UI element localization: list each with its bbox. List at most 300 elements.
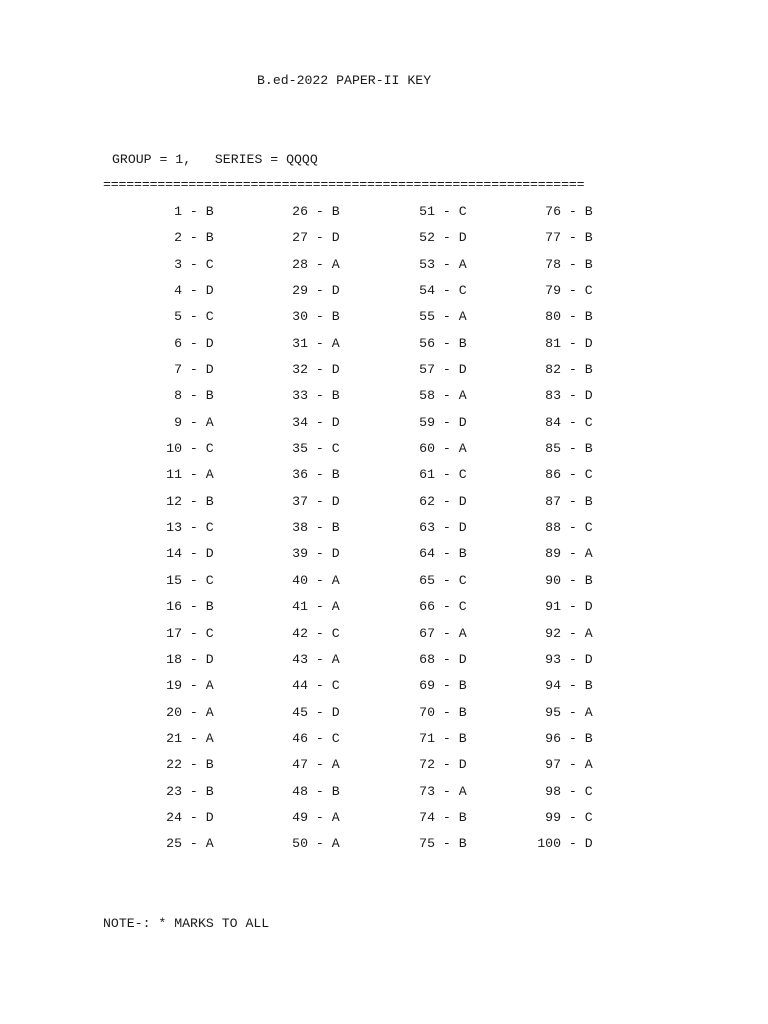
answer-entry	[403, 810, 467, 825]
question-number: 46	[292, 730, 308, 746]
answer-letter: - B	[561, 730, 593, 746]
answer-letter: - B	[561, 256, 593, 272]
answer-letter: - D	[308, 704, 340, 720]
question-number: 94	[545, 678, 561, 694]
question-number: 32	[292, 362, 308, 378]
answer-entry	[529, 362, 593, 377]
answer-entry	[150, 309, 214, 324]
answer-entry	[529, 573, 593, 588]
answer-entry	[276, 573, 340, 588]
answer-letter: - A	[182, 467, 214, 483]
answer-letter: - C	[561, 283, 593, 299]
answer-entry	[276, 705, 340, 720]
answer-letter: - A	[435, 256, 467, 272]
answer-entry	[403, 546, 467, 561]
question-number: 7	[174, 362, 182, 378]
question-number: 56	[419, 335, 435, 351]
answer-letter: - D	[435, 414, 467, 430]
answer-letter: - D	[182, 362, 214, 378]
answer-letter: - A	[308, 256, 340, 272]
answer-entry	[403, 836, 467, 851]
question-number: 29	[292, 283, 308, 299]
answer-entry	[403, 441, 467, 456]
answer-letter: - B	[182, 204, 214, 219]
answer-entry	[150, 810, 214, 825]
answer-letter: - B	[435, 678, 467, 694]
question-number: 75	[419, 836, 435, 852]
question-number: 83	[545, 388, 561, 404]
question-number: 98	[545, 783, 561, 799]
answer-entry	[403, 467, 467, 482]
answer-entry	[276, 441, 340, 456]
answer-letter: - C	[435, 599, 467, 615]
question-number: 76	[545, 204, 561, 219]
answer-letter: - B	[561, 441, 593, 457]
answer-entry	[150, 388, 214, 403]
question-number: 71	[419, 730, 435, 746]
question-number: 50	[292, 836, 308, 852]
question-number: 27	[292, 230, 308, 246]
answer-letter: - A	[182, 704, 214, 720]
answer-letter: - A	[561, 625, 593, 641]
answer-letter: - C	[308, 441, 340, 457]
question-number: 82	[545, 362, 561, 378]
answer-letter: - C	[308, 678, 340, 694]
answer-letter: - C	[561, 809, 593, 825]
answer-letter: - A	[308, 809, 340, 825]
answer-entry	[403, 204, 467, 219]
answer-entry	[150, 757, 214, 772]
answer-letter: - A	[182, 414, 214, 430]
answer-entry	[150, 599, 214, 614]
answer-letter: - D	[182, 335, 214, 351]
answer-letter: - D	[308, 546, 340, 562]
question-number: 60	[419, 441, 435, 457]
question-number: 39	[292, 546, 308, 562]
answer-letter: - D	[308, 414, 340, 430]
answer-letter: - A	[182, 678, 214, 694]
answer-entry	[150, 573, 214, 588]
answer-entry	[150, 204, 214, 219]
answer-letter: - C	[308, 730, 340, 746]
answer-letter: - C	[182, 309, 214, 325]
answer-entry	[529, 520, 593, 535]
answer-entry	[276, 309, 340, 324]
answer-letter: - A	[435, 625, 467, 641]
question-number: 44	[292, 678, 308, 694]
answer-letter: - B	[561, 204, 593, 219]
answer-letter: - A	[308, 599, 340, 615]
question-number: 21	[166, 730, 182, 746]
answer-entry	[403, 678, 467, 693]
answer-letter: - C	[435, 572, 467, 588]
answer-entry	[276, 230, 340, 245]
answer-letter: - C	[182, 256, 214, 272]
answer-letter: - C	[182, 441, 214, 457]
answer-letter: - C	[435, 283, 467, 299]
answer-letter: - B	[182, 783, 214, 799]
answer-letter: - B	[435, 730, 467, 746]
question-number: 31	[292, 335, 308, 351]
question-number: 99	[545, 809, 561, 825]
answer-letter: - C	[561, 783, 593, 799]
answer-letter: - D	[182, 546, 214, 562]
question-number: 34	[292, 414, 308, 430]
question-number: 3	[174, 256, 182, 272]
question-number: 41	[292, 599, 308, 615]
question-number: 28	[292, 256, 308, 272]
question-number: 90	[545, 572, 561, 588]
question-number: 42	[292, 625, 308, 641]
question-number: 100	[537, 836, 561, 852]
question-number: 35	[292, 441, 308, 457]
question-number: 22	[166, 757, 182, 773]
answer-letter: - A	[561, 757, 593, 773]
answer-letter: - A	[308, 651, 340, 667]
question-number: 65	[419, 572, 435, 588]
answer-entry	[276, 415, 340, 430]
answer-letter: - A	[561, 704, 593, 720]
question-number: 47	[292, 757, 308, 773]
answer-entry	[150, 784, 214, 799]
answer-letter: - A	[435, 309, 467, 325]
answer-entry	[529, 626, 593, 641]
question-number: 91	[545, 599, 561, 615]
question-number: 78	[545, 256, 561, 272]
question-number: 92	[545, 625, 561, 641]
answer-entry	[529, 678, 593, 693]
question-number: 12	[166, 493, 182, 509]
answer-letter: - D	[308, 493, 340, 509]
answer-letter: - B	[182, 599, 214, 615]
answer-letter: - D	[435, 230, 467, 246]
question-number: 86	[545, 467, 561, 483]
question-number: 26	[292, 204, 308, 219]
question-number: 16	[166, 599, 182, 615]
answer-letter: - B	[308, 204, 340, 219]
question-number: 24	[166, 809, 182, 825]
answer-entry	[403, 757, 467, 772]
answer-letter: - D	[435, 493, 467, 509]
answer-letter: - A	[561, 546, 593, 562]
answer-entry	[529, 441, 593, 456]
question-number: 67	[419, 625, 435, 641]
question-number: 59	[419, 414, 435, 430]
answer-letter: - A	[308, 757, 340, 773]
answer-entry	[276, 257, 340, 272]
question-number: 37	[292, 493, 308, 509]
question-number: 15	[166, 572, 182, 588]
question-number: 89	[545, 546, 561, 562]
answer-letter: - D	[561, 388, 593, 404]
answer-entry	[529, 257, 593, 272]
answer-entry	[276, 810, 340, 825]
answer-entry	[150, 731, 214, 746]
answer-letter: - D	[435, 651, 467, 667]
answer-letter: - B	[308, 520, 340, 536]
answer-entry	[403, 362, 467, 377]
answer-entry	[276, 784, 340, 799]
answer-entry	[529, 494, 593, 509]
question-number: 9	[174, 414, 182, 430]
answer-letter: - D	[308, 283, 340, 299]
answer-letter: - D	[435, 757, 467, 773]
answer-letter: - B	[561, 309, 593, 325]
answer-entry	[150, 546, 214, 561]
question-number: 53	[419, 256, 435, 272]
answer-entry	[276, 731, 340, 746]
question-number: 95	[545, 704, 561, 720]
answer-letter: - B	[561, 572, 593, 588]
question-number: 66	[419, 599, 435, 615]
answer-entry	[276, 388, 340, 403]
answer-entry	[150, 520, 214, 535]
question-number: 13	[166, 520, 182, 536]
answer-entry	[403, 705, 467, 720]
answer-entry	[403, 599, 467, 614]
answer-entry	[529, 336, 593, 351]
question-number: 45	[292, 704, 308, 720]
answer-entry	[150, 362, 214, 377]
answer-entry	[150, 441, 214, 456]
question-number: 51	[419, 204, 435, 219]
answer-entry	[150, 494, 214, 509]
question-number: 85	[545, 441, 561, 457]
answer-letter: - B	[182, 757, 214, 773]
answer-entry	[403, 283, 467, 298]
answer-entry	[276, 599, 340, 614]
answer-entry	[529, 784, 593, 799]
answer-entry	[150, 836, 214, 851]
question-number: 30	[292, 309, 308, 325]
question-number: 80	[545, 309, 561, 325]
answer-letter: - B	[182, 230, 214, 246]
answer-letter: - C	[182, 572, 214, 588]
answer-entry	[529, 230, 593, 245]
question-number: 54	[419, 283, 435, 299]
answer-letter: - D	[308, 362, 340, 378]
question-number: 77	[545, 230, 561, 246]
answer-entry	[403, 520, 467, 535]
question-number: 36	[292, 467, 308, 483]
answer-letter: - C	[435, 467, 467, 483]
answer-letter: - C	[561, 520, 593, 536]
answer-entry	[529, 388, 593, 403]
answer-letter: - D	[308, 230, 340, 246]
question-number: 43	[292, 651, 308, 667]
answer-letter: - D	[561, 836, 593, 852]
answer-letter: - B	[308, 388, 340, 404]
note-line: NOTE-: * MARKS TO ALL	[103, 916, 270, 931]
question-number: 93	[545, 651, 561, 667]
question-number: 23	[166, 783, 182, 799]
question-number: 25	[166, 836, 182, 852]
question-number: 19	[166, 678, 182, 694]
question-number: 58	[419, 388, 435, 404]
answer-letter: - B	[561, 493, 593, 509]
answer-entry	[276, 494, 340, 509]
answer-entry	[403, 626, 467, 641]
answer-letter: - A	[435, 783, 467, 799]
answer-entry	[276, 757, 340, 772]
answer-letter: - D	[182, 283, 214, 299]
document-title: B.ed-2022 PAPER-II KEY	[257, 73, 432, 88]
question-number: 64	[419, 546, 435, 562]
question-number: 48	[292, 783, 308, 799]
question-number: 87	[545, 493, 561, 509]
answer-letter: - B	[182, 388, 214, 404]
answer-entry	[150, 283, 214, 298]
answer-entry	[403, 388, 467, 403]
answer-entry	[276, 204, 340, 219]
answer-letter: - C	[182, 625, 214, 641]
question-number: 1	[174, 204, 182, 219]
answer-entry	[276, 678, 340, 693]
answer-entry	[403, 336, 467, 351]
answer-letter: - B	[435, 335, 467, 351]
question-number: 2	[174, 230, 182, 246]
answer-entry	[529, 836, 593, 851]
answer-entry	[150, 705, 214, 720]
answer-entry	[529, 546, 593, 561]
question-number: 11	[166, 467, 182, 483]
answer-entry	[150, 336, 214, 351]
answer-letter: - C	[561, 414, 593, 430]
answer-entry	[529, 599, 593, 614]
answer-entry	[150, 230, 214, 245]
answer-entry	[150, 678, 214, 693]
question-number: 17	[166, 625, 182, 641]
question-number: 73	[419, 783, 435, 799]
answer-entry	[150, 652, 214, 667]
answer-entry	[276, 626, 340, 641]
answer-letter: - D	[435, 520, 467, 536]
question-number: 70	[419, 704, 435, 720]
answer-entry	[150, 467, 214, 482]
answer-letter: - D	[561, 651, 593, 667]
question-number: 52	[419, 230, 435, 246]
answer-entry	[529, 810, 593, 825]
question-number: 84	[545, 414, 561, 430]
answer-entry	[529, 204, 593, 219]
question-number: 97	[545, 757, 561, 773]
answer-letter: - B	[308, 467, 340, 483]
answer-letter: - B	[561, 678, 593, 694]
answer-entry	[276, 467, 340, 482]
answer-entry	[529, 283, 593, 298]
question-number: 81	[545, 335, 561, 351]
answer-letter: - D	[435, 362, 467, 378]
answer-entry	[276, 546, 340, 561]
answer-letter: - D	[561, 335, 593, 351]
answer-letter: - A	[435, 441, 467, 457]
answer-entry	[150, 257, 214, 272]
answer-entry	[276, 336, 340, 351]
answer-letter: - C	[308, 625, 340, 641]
question-number: 72	[419, 757, 435, 773]
answer-letter: - C	[182, 520, 214, 536]
answer-entry	[276, 652, 340, 667]
question-number: 69	[419, 678, 435, 694]
answer-entry	[529, 309, 593, 324]
question-number: 40	[292, 572, 308, 588]
question-number: 4	[174, 283, 182, 299]
answer-entry	[403, 573, 467, 588]
question-number: 88	[545, 520, 561, 536]
group-series-line: GROUP = 1, SERIES = QQQQ	[112, 152, 318, 167]
answer-letter: - A	[182, 836, 214, 852]
answer-letter: - B	[561, 362, 593, 378]
question-number: 6	[174, 335, 182, 351]
answer-letter: - B	[435, 836, 467, 852]
answer-entry	[403, 257, 467, 272]
question-number: 49	[292, 809, 308, 825]
question-number: 74	[419, 809, 435, 825]
question-number: 55	[419, 309, 435, 325]
answer-entry	[403, 230, 467, 245]
answer-entry	[276, 362, 340, 377]
question-number: 38	[292, 520, 308, 536]
question-number: 96	[545, 730, 561, 746]
answer-entry	[529, 731, 593, 746]
answer-letter: - B	[182, 493, 214, 509]
answer-entry	[529, 467, 593, 482]
answer-entry	[276, 836, 340, 851]
answer-letter: - B	[435, 809, 467, 825]
question-number: 62	[419, 493, 435, 509]
answer-letter: - B	[308, 309, 340, 325]
answer-letter: - D	[182, 809, 214, 825]
answer-letter: - D	[182, 651, 214, 667]
question-number: 20	[166, 704, 182, 720]
question-number: 18	[166, 651, 182, 667]
question-number: 8	[174, 388, 182, 404]
answer-entry	[529, 652, 593, 667]
question-number: 57	[419, 362, 435, 378]
answer-letter: - C	[561, 467, 593, 483]
answer-entry	[150, 626, 214, 641]
answer-letter: - A	[308, 572, 340, 588]
answer-entry	[403, 494, 467, 509]
question-number: 14	[166, 546, 182, 562]
answer-letter: - B	[308, 783, 340, 799]
answer-entry	[403, 652, 467, 667]
answer-letter: - D	[561, 599, 593, 615]
answer-letter: - B	[561, 230, 593, 246]
answer-entry	[276, 520, 340, 535]
answer-entry	[529, 705, 593, 720]
answer-entry	[403, 784, 467, 799]
answer-letter: - A	[308, 836, 340, 852]
question-number: 68	[419, 651, 435, 667]
answer-letter: - B	[435, 704, 467, 720]
answer-letter: - A	[182, 730, 214, 746]
question-number: 33	[292, 388, 308, 404]
answer-letter: - C	[435, 204, 467, 219]
answer-letter: - A	[308, 335, 340, 351]
question-number: 61	[419, 467, 435, 483]
answer-entry	[403, 309, 467, 324]
separator-rule: ==============================================================	[103, 177, 585, 192]
answer-entry	[529, 415, 593, 430]
answer-letter: - B	[435, 546, 467, 562]
answer-entry	[150, 415, 214, 430]
answer-letter: - A	[435, 388, 467, 404]
answer-entry	[529, 757, 593, 772]
answer-entry	[403, 415, 467, 430]
question-number: 63	[419, 520, 435, 536]
question-number: 5	[174, 309, 182, 325]
